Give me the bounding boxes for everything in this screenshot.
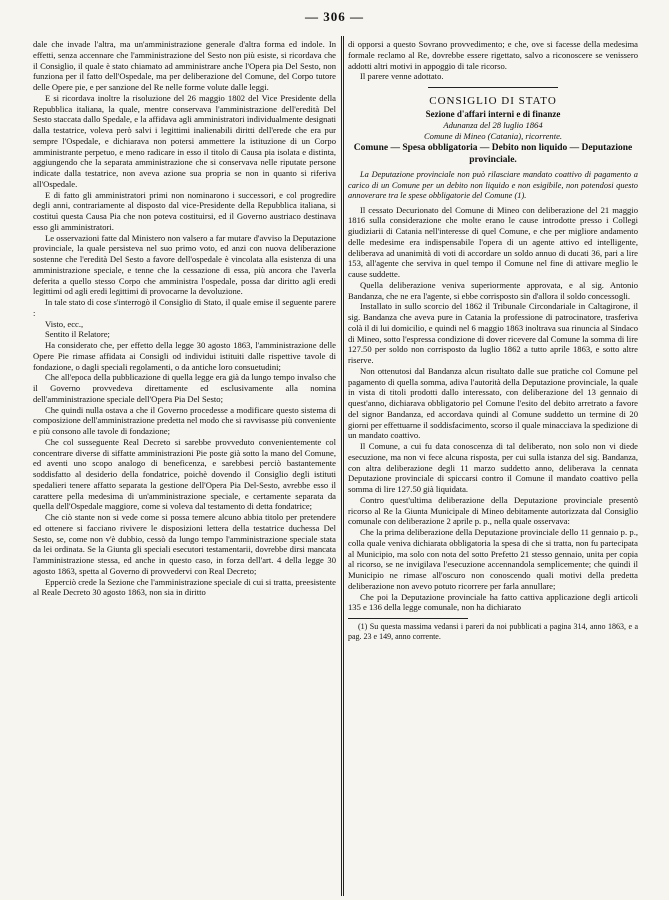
paragraph: Il Comune, a cui fu data conoscenza di tal deliberato, non solo non vi diede esecuzione, ma non vi fece alcuna risposta, per cui sulla istanza del sig. Bandanza, con altra deliberazione degli 11 marzo suddetto anno, deliberava la cennata Deputazione provinciale di spiccarsi contro il Comune il mandato coattivo pella somma di lire 127.50 già liquidata. bbox=[348, 441, 638, 494]
left-column bbox=[33, 39, 336, 895]
paragraph: Che la prima deliberazione della Deputazione provinciale dello 11 gennaio p. p., colla quale veniva dichiarata obbligatoria la spesa di che si tratta, non fu partecipata al Municipio, ma solo con nota del sotto Prefetto 21 stesso gennaio, unita per copia al ricorso, se ne invigilava l'esecuzione accennandola semplicemente; che quindi il Municipio ne rimase all'oscuro non conoscendo quali motivi della predetta deliberazione non avevo potuto ricorrere per farla annullare; bbox=[348, 527, 638, 591]
section-title: CONSIGLIO DI STATO bbox=[429, 95, 557, 107]
paragraph: Che quindi nulla ostava a che il Governo procedesse a modificare questo sistema di composizione dell'amministrazione predetta nel modo che si ravvisasse più conveniente e più consono alle tavole di fondazione; bbox=[33, 404, 336, 436]
paragraph: E di fatto gli amministratori primi non nominarono i successori, e col progredire degli anni, contrariamente al disposto dal vice-Presidente della Repubblica italiana, si costituì questa Causa Pia che non poteva costituirsi, ed il Governo austriaco destinava esso gli amministratori. bbox=[33, 189, 336, 232]
paragraph: Contro quest'ultima deliberazione della Deputazione provinciale presentò ricorso al Re la Giunta Municipale di Mineo debitamente autorizzata dal Consiglio comunale con deliberazione 2 aprile p. p., nella quale osservava: bbox=[348, 494, 638, 527]
right-column-body bbox=[348, 205, 638, 614]
paragraph: Che ciò stante non si vede come si possa temere alcuno abbia titolo per pretendere ed ottenere si facciano rivivere le disposizioni lettera della testatrice duchessa Del Sesto, se, come non v'è dubbio, cessò da lungo tempo l'amministrazione speciale stata da lei ordinata. Se la Giunta gli speciali esecutori testamentarii, dovrebbe dirsi mancata l'amministrazione stessa, ed anche in questo caso, in forza dell'art. 4 della legge 30 agosto 1863, spetta al Governo di provvedervi con Real Decreto; bbox=[33, 512, 336, 576]
keywords: Comune — Spesa obbligatoria — Debito non liquido — Deputazione provinciale. bbox=[353, 143, 633, 165]
paragraph: Che col susseguente Real Decreto si sarebbe provveduto convenientemente col concentrare diverse di siffatte amministrazioni Pie poste già sotto la mano del Comune, ed aventi uno scopo analogo di beneficenza, e sarebbesi perciò bastantemente soddisfatto al desiderio della fondatrice, poichè dovendo il Consiglio degli istituti spedalieri tenere affatto separata la gestione dell'Opera Pia Del-Sesto, avrebbe esso il carattere pella medesima di un'amministrazione speciale, e certamente separata da quella dell'Ospedale maggiore, come si voleva dal testamento di detta fondatrice; bbox=[33, 436, 336, 512]
section-subtitle: Sezione d'affari interni e di finanze bbox=[425, 109, 561, 119]
paragraph: Visto, ecc., bbox=[45, 318, 84, 329]
footnote-rule bbox=[348, 618, 468, 619]
paragraph: Il parere venne adottato. bbox=[360, 71, 444, 82]
paragraph: Sentito il Relatore; bbox=[45, 329, 110, 340]
paragraph: Che all'epoca della pubblicazione di quella legge era già da lungo tempo invalso che il Governo provvedeva direttamente ed esclusivamente alla nomina dell'amministrazione speciale dell'Opera Pia Del Sesto; bbox=[33, 372, 336, 404]
section-divider bbox=[428, 87, 558, 88]
paragraph: di opporsi a questo Sovrano provvedimento; e che, ove si facesse della medesima formale reclamo al Re, dovrebbe essere rigettato, salvo a riconoscere se venissero addotti altri motivi in appoggio di tale ricorso. bbox=[348, 39, 638, 71]
page-number: — 306 — bbox=[305, 9, 364, 24]
paragraph: Il cessato Decurionato del Comune di Mineo con deliberazione del 21 maggio 1816 sulla considerazione che molte erano le cause introdotte presso i Collegi giudiziarii di Catania nell'interesse di quel Comune, e che per migliore andamento delle medesime era indispensabile l'opera di un agente attivo ed intelligente, deliberava ad unanimità di voti di accordare un soldo annuo di ducati 36, pari a lire 153, all'agente che serviva in quel tempo il Comune nel fine di attivare meglio le cause suddette. bbox=[348, 204, 638, 279]
paragraph: In tale stato di cose s'interrogò il Consiglio di Stato, il quale emise il seguente parere : bbox=[33, 297, 336, 318]
parties: Comune di Mineo (Catania), ricorrente. bbox=[423, 131, 563, 141]
paragraph: E si ricordava inoltre la risoluzione del 26 maggio 1802 del Vice Presidente della Repubblica italiana, la quale, mentre conservava l'amministrazione dell'eredità Del Sesto staccata dallo Spedale, e la affidava agli amministratori individualmente designati dalla testatrice, voleva però salvi i legittimi inalienabili diritti dell'erede che era pur sempre l'Ospedale, e dichiarava non potersi ammettere la istituzione di un Corpo amministrante perpetuo, e meno radicare in esso il titolo di Causa pia isolata e distinta, aggiungendo che la separata amministrazione che si conservava nelle riputate persone indicate dalla testatrice, non aveva azione sua propria se non in quanto si riferiva all'Ospedale. bbox=[33, 92, 336, 189]
paragraph: Epperciò crede la Sezione che l'amministrazione speciale di cui si tratta, preesistente al Reale Decreto 30 agosto 1863, non sia in diritto bbox=[33, 576, 336, 598]
paragraph: Ha considerato che, per effetto della legge 30 agosto 1863, l'amministrazione delle Opere Pie rimase affidata ai Consigli od individui istituiti dalle rispettive tavole di fondazione, o dagli speciali regolamenti, o da antiche loro consuetudini; bbox=[33, 340, 336, 372]
footnote: (1) Su questa massima vedansi i pareri da noi pubblicati a pagina 314, anno 1863, e a pag. 23 e 149, anno corrente. bbox=[348, 622, 638, 641]
paragraph: dale che invade l'altra, ma un'amministrazione generale d'altra forma ed indole. In effetti, senza accennare che l'amministrazione del Sesto non più esiste, si ricordava che il Consiglio, il quale è stato chiamato ad amministrare anche l'Opera pia Del Sesto, non funziona per il fatto dell'Ospedale, ma per deliberazione del Comune, del Corpo tutore delle Opere pie, e per sanzione del Re nelle forme volute dalle leggi. bbox=[33, 39, 336, 92]
paragraph: Che poi la Deputazione provinciale ha fatto cattiva applicazione degli articoli 135 e 136 della legge comunale, non ha dichiarato bbox=[348, 591, 638, 613]
massima: La Deputazione provinciale non può rilasciare mandato coattivo di pagamento a carico di un Comune per un debito non liquido e non esigibile, non potendosi questo annoverare tra le spese obbligatorie del Comune (1). bbox=[348, 170, 638, 200]
paragraph: Le osservazioni fatte dal Ministero non valsero a far mutare d'avviso la Deputazione provinciale, la quale persisteva nel suo primo voto, ed anzi con nuova deliberazione sostenne che l'eredità Del Sesto a favore dell'ospedale è vincolata alla esistenza di una amministrazione speciale, e tenne che la cessazione di essa, più ancora che l'averla deferita a quello stesso Corpo che amministra l'ospedale, possa dar diritto agli eredi legittimi od agli eredi legittimi di provocarne la devoluzione. bbox=[33, 232, 336, 297]
right-column-intro bbox=[348, 39, 638, 82]
column-divider bbox=[341, 36, 344, 896]
session-date: Adunanza del 28 luglio 1864 bbox=[443, 120, 543, 130]
paragraph: Installato in sullo scorcio del 1862 il Tribunale Circondariale in Caltagirone, il sig. Bandanza che aveva pure in Catania la professione di patrocinatore, trasferiva colà il di lui domicilio, e quindi nel 6 maggio 1863 inoltrava sua rinuncia al Sindaco di Mineo, sotto l'espressa condizione di dover ricevere dal Comune la somma di lire 127.50 per soldo non corrisposto da luglio 1862 a tutto aprile 1863, e sotto altre riserve. bbox=[348, 301, 638, 365]
paragraph: Quella deliberazione veniva superiormente approvata, e al sig. Antonio Bandanza, che ne era l'agente, si ebbe corrisposto sin d'allora il soldo concessogli. bbox=[348, 279, 638, 301]
right-column bbox=[348, 39, 638, 895]
paragraph: Non ottenutosi dal Bandanza alcun risultato dalle sue pratiche col Comune pel pagamento di quella somma, adiva l'autorità della Deputazione provinciale, la quale in vista di titoli prodotti dallo interessato, con deliberazione del 13 gennaio di quest'anno, dichiarava obbligatorio pel Comune l'esito del debito arretrato a favore del signor Bandanza, ed accordava quindi al Comune suddetto un termine di 20 giorni per effettuarne il soddisfacimento, scorso il quale minacciava la spedizione di un mandato coattivo. bbox=[348, 365, 638, 441]
